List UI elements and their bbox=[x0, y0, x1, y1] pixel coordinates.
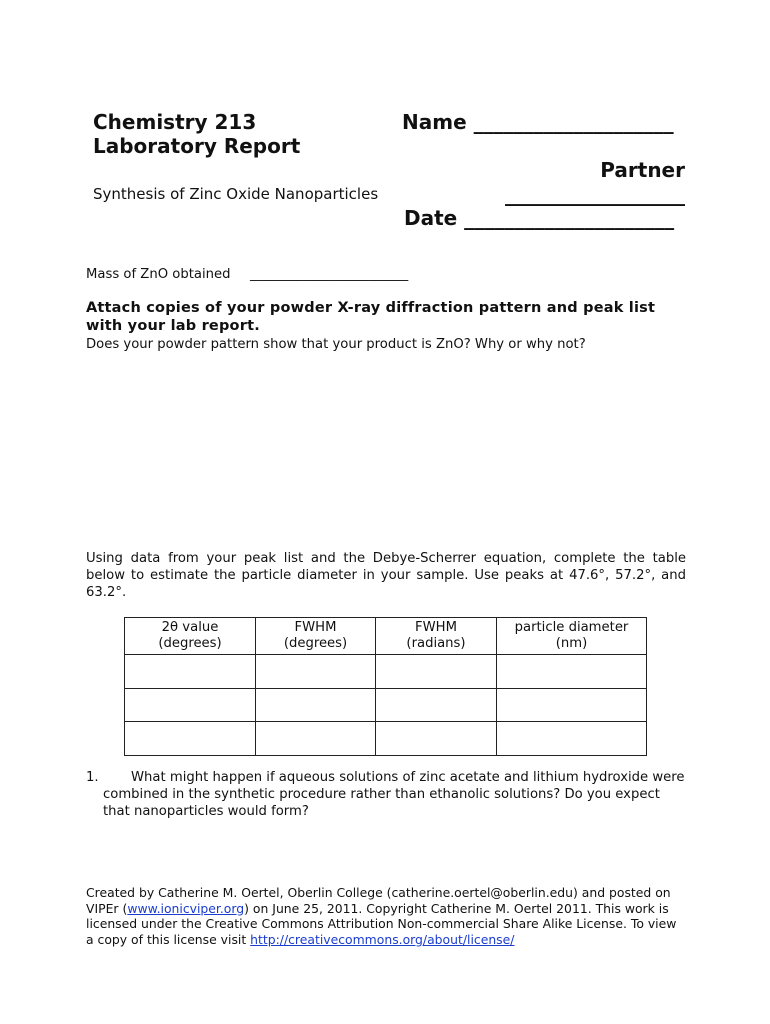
header-particle-diameter: particle diameter (nm) bbox=[497, 618, 647, 655]
table-row bbox=[125, 689, 647, 722]
footer-credits bbox=[86, 885, 686, 947]
creative-commons-link[interactable]: http://creativecommons.org/about/license/ bbox=[250, 931, 515, 947]
date-field[interactable]: Date _____________________ bbox=[404, 206, 675, 230]
partner-label: Partner bbox=[600, 158, 685, 182]
table-row bbox=[125, 655, 647, 689]
footer-text-1: Created by Catherine M. Oertel, Oberlin College (catherine.oertel@oberlin.edu) and posted on VIPEr ( bbox=[86, 885, 671, 916]
header-fwhm-degrees: FWHM (degrees) bbox=[256, 618, 376, 655]
attach-instruction: Attach copies of your powder X-ray diffraction pattern and peak list with your lab report. bbox=[86, 300, 656, 334]
particle-size-table bbox=[124, 617, 647, 756]
table-cell[interactable] bbox=[256, 655, 376, 689]
question-number: 1. bbox=[86, 770, 99, 785]
report-title: Laboratory Report bbox=[93, 134, 301, 158]
table-cell[interactable] bbox=[376, 722, 497, 756]
mass-field[interactable]: ________________________ bbox=[250, 267, 409, 282]
header-two-theta: 2θ value (degrees) bbox=[125, 618, 256, 655]
table-header-row bbox=[125, 618, 647, 655]
table-cell[interactable] bbox=[256, 689, 376, 722]
powder-question: Does your powder pattern show that your product is ZnO? Why or why not? bbox=[86, 337, 586, 352]
header-fwhm-radians: FWHM (radians) bbox=[376, 618, 497, 655]
table-cell[interactable] bbox=[125, 722, 256, 756]
table-cell[interactable] bbox=[497, 689, 647, 722]
table-cell[interactable] bbox=[376, 655, 497, 689]
ionicviper-link[interactable]: www.ionicviper.org bbox=[127, 900, 245, 916]
table-cell[interactable] bbox=[376, 689, 497, 722]
debye-scherrer-instruction: Using data from your peak list and the Debye-Scherrer equation, complete the table below to estimate the particle diameter in your sample. Use peaks at 47.6°, 57.2°, and 63.2°. bbox=[86, 551, 686, 600]
experiment-subtitle: Synthesis of Zinc Oxide Nanoparticles bbox=[93, 185, 379, 203]
footer-text-2: ) on June 25, 2011. Copyright Catherine M. Oertel 2011. This work is licensed under the Creative Commons Attribution Non-commercial Share Alike License. To view a copy of this license visit bbox=[86, 900, 677, 947]
question-1-text bbox=[103, 769, 685, 820]
table-cell[interactable] bbox=[125, 655, 256, 689]
partner-field[interactable]: __________________ bbox=[505, 182, 685, 206]
table-cell[interactable] bbox=[497, 722, 647, 756]
table-cell[interactable] bbox=[125, 689, 256, 722]
course-title: Chemistry 213 bbox=[93, 110, 257, 134]
name-field[interactable]: Name ____________________ bbox=[402, 110, 674, 134]
table-cell[interactable] bbox=[256, 722, 376, 756]
question-1-body: What might happen if aqueous solutions of zinc acetate and lithium hydroxide were combined in the synthetic procedure rather than ethanolic solutions? Do you expect that nanoparticles would form? bbox=[103, 770, 685, 819]
table-row bbox=[125, 722, 647, 756]
mass-label: Mass of ZnO obtained bbox=[86, 267, 231, 282]
table-cell[interactable] bbox=[497, 655, 647, 689]
